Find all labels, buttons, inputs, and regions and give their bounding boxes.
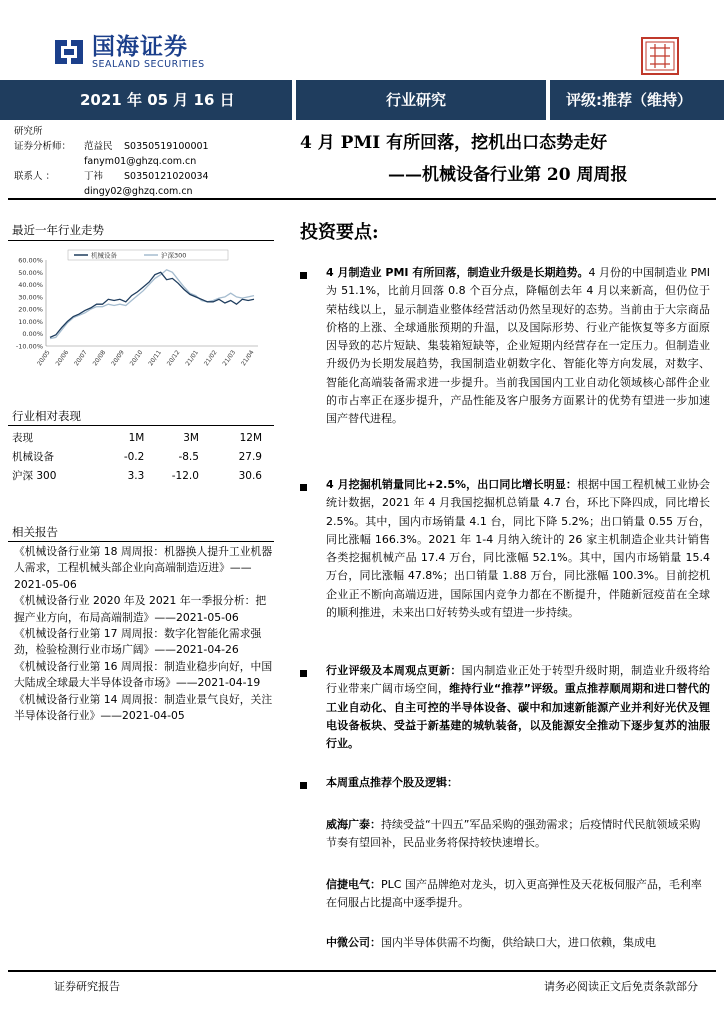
table-cell: 12M xyxy=(239,431,262,444)
pick-text: 国内半导体供需不均衡，供给缺口大，进口依赖，集成电 xyxy=(381,936,656,949)
pick-item xyxy=(326,934,710,952)
point-excavator-text: 根据中国工程机械工业协会统计数据，2021 年 4 月我国挖掘机总销量 4.7 台，环比下降四成，同比增长 2.5%。其中，国内市场销量 4.1 台，同比下降 5.2%；出口销量 0.55 万台，同比涨幅 166.3%。2021 年 1-4 月纳入统计的 26 家主机制造企业共计销售各类挖掘机械产品 17.4 万台，同比涨幅 52.1%。其中，国内市场销量 15.4 万台，同比涨幅 47.8%；出口销量 1.88 万台，同比涨幅 100.3%。目前挖机企业正不断向高端迈进，国际国内竞争力都在不断提升，伴随新冠疫苗在全球的顺利推进，未来出口好转势头或有望进一步持续。 xyxy=(326,478,711,620)
table-cell: 30.6 xyxy=(238,469,262,482)
point-rating xyxy=(326,662,710,753)
table-row xyxy=(12,428,262,447)
footer-right-text: 请务必阅读正文后免责条款部分 xyxy=(544,980,698,993)
table-cell: 表现 xyxy=(12,432,33,444)
footer-left-text: 证券研究报告 xyxy=(54,980,120,993)
header-band xyxy=(0,80,724,120)
table-cell: 27.9 xyxy=(238,450,262,463)
y-tick-label: 10.00% xyxy=(18,317,43,326)
pick-name: 威海广泰： xyxy=(326,818,381,831)
bullet-icon xyxy=(300,670,307,677)
bullet-icon xyxy=(300,782,307,789)
x-tick-label: 20/07 xyxy=(73,349,89,368)
perf-table xyxy=(12,428,262,485)
point-excavator-bold: 4 月挖掘机销量同比+2.5%，出口同比增长明显： xyxy=(326,478,578,491)
legend-label: 沪深300 xyxy=(161,251,187,260)
x-tick-label: 20/06 xyxy=(54,349,71,368)
x-tick-label: 20/09 xyxy=(110,349,126,368)
trend-divider xyxy=(8,240,274,241)
analyst-block xyxy=(14,124,209,199)
legend-label: 机械设备 xyxy=(91,251,117,260)
dept-label: 研究所 xyxy=(14,126,43,137)
point-pmi xyxy=(326,264,710,429)
pick-item xyxy=(326,876,710,913)
logo-cn-text: 国海证券 xyxy=(92,33,188,60)
point-rating-text: 国内制造业正处于转型升级时期，制造业升级将给行业带来广阔市场空间， xyxy=(326,664,711,696)
x-tick-label: 20/10 xyxy=(128,349,145,368)
table-cell: 3.3 xyxy=(127,469,145,482)
reports-divider xyxy=(8,541,274,542)
list-item[interactable]: 《机械设备行业第 14 周周报：制造业景气良好，关注半导体设备行业》——2021-04-05 xyxy=(14,692,273,723)
y-tick-label: 40.00% xyxy=(18,281,43,290)
y-tick-label: 20.00% xyxy=(18,305,43,314)
x-tick-label: 21/03 xyxy=(221,349,238,368)
perf-divider xyxy=(8,425,274,426)
series-line-沪深300 xyxy=(50,270,254,339)
title-divider xyxy=(8,198,716,200)
perf-title: 行业相对表现 xyxy=(12,409,81,423)
table-cell: 沪深 300 xyxy=(12,470,57,482)
report-date: 2021 年 05 月 16 日 xyxy=(80,91,235,109)
x-tick-label: 21/04 xyxy=(239,349,256,368)
table-cell: 3M xyxy=(183,431,199,444)
analyst-role-label: 证券分析师： xyxy=(14,141,72,152)
table-cell: -0.2 xyxy=(123,450,145,463)
table-cell: 机械设备 xyxy=(12,451,54,463)
logo-en-text: SEALAND SECURITIES xyxy=(92,58,205,70)
pick-item xyxy=(326,816,710,853)
footer-divider xyxy=(8,970,716,972)
contact-name: 丁祎 xyxy=(84,171,104,182)
list-item[interactable]: 《机械设备行业第 18 周周报：机器换人提升工业机器人需求，工程机械头部企业向高端制造迈进》——2021-05-06 xyxy=(14,545,273,591)
analyst-name: 范益民 xyxy=(84,141,113,152)
analyst-email[interactable]: fanym01@ghzq.com.cn xyxy=(84,156,197,167)
related-reports-list xyxy=(14,544,276,724)
contact-role-label: 联系人 ： xyxy=(14,171,56,182)
table-cell: 1M xyxy=(128,431,145,444)
bullet-icon xyxy=(300,272,307,279)
y-tick-label: -10.00% xyxy=(15,342,43,351)
pick-name: 中微公司： xyxy=(326,936,381,949)
pick-text: PLC 国产品牌绝对龙头，切入更高弹性及天花板伺服产品，毛利率在伺服占比提高中逐季提升。 xyxy=(326,878,702,910)
pick-name: 信捷电气： xyxy=(326,878,381,891)
point-excavator xyxy=(326,476,710,622)
point-pmi-bold: 4 月制造业 PMI 有所回落，制造业升级是长期趋势。 xyxy=(326,266,589,279)
y-tick-label: 0.00% xyxy=(22,330,43,339)
trend-chart xyxy=(8,246,270,376)
table-row xyxy=(12,447,262,466)
trend-title: 最近一年行业走势 xyxy=(12,223,104,237)
y-tick-label: 50.00% xyxy=(18,268,43,277)
x-tick-label: 21/02 xyxy=(202,349,219,368)
company-logo xyxy=(52,34,205,70)
table-cell: -12.0 xyxy=(171,469,199,482)
x-tick-label: 20/11 xyxy=(147,349,163,368)
analyst-cert: S0350519100001 xyxy=(124,141,209,152)
logo-mark-icon xyxy=(52,34,86,70)
table-row xyxy=(12,466,262,485)
y-tick-label: 60.00% xyxy=(18,256,43,265)
x-tick-label: 20/05 xyxy=(35,349,52,368)
rating-label: 评级:推荐（维持） xyxy=(566,91,692,109)
x-tick-label: 21/01 xyxy=(184,349,201,368)
contact-cert: S0350121020034 xyxy=(124,171,209,182)
bullet-icon xyxy=(300,484,307,491)
point-picks xyxy=(326,774,710,792)
investment-heading: 投资要点: xyxy=(300,222,379,243)
report-title: 4 月 PMI 有所回落，挖机出口态势走好 xyxy=(300,133,608,153)
point-picks-bold: 本周重点推荐个股及逻辑： xyxy=(326,776,458,789)
contact-email[interactable]: dingy02@ghzq.com.cn xyxy=(84,186,193,197)
report-subtitle: ——机械设备行业第 20 周周报 xyxy=(388,165,628,185)
x-tick-label: 20/12 xyxy=(165,349,182,368)
report-category: 行业研究 xyxy=(386,91,447,109)
list-item[interactable]: 《机械设备行业第 16 周周报：制造业稳步向好，中国大陆成全球最大半导体设备市场》——2021-04-19 xyxy=(14,659,273,690)
x-tick-label: 20/08 xyxy=(91,349,108,368)
pick-text: 持续受益“十四五”军品采购的强劲需求；后疫情时代民航领域采购节奏有望回补，民品业务将保持较快速增长。 xyxy=(326,818,701,850)
table-cell: -8.5 xyxy=(178,450,199,463)
list-item[interactable]: 《机械设备行业 2020 年及 2021 年一季报分析：把握产业方向，布局高端制造》——2021-05-06 xyxy=(14,594,267,624)
y-tick-label: 30.00% xyxy=(18,293,43,302)
reports-title: 相关报告 xyxy=(12,525,58,539)
list-item[interactable]: 《机械设备行业第 17 周周报：数字化智能化需求强劲，检验检测行业市场广阔》——2021-04-26 xyxy=(14,627,262,657)
point-rating-bold-a: 行业评级及本周观点更新： xyxy=(326,664,462,677)
point-pmi-text: 4 月份的中国制造业 PMI 为 51.1%，比前月回落 0.8 个百分点，降幅创去年 4 月以来新高，但仍位于荣枯线以上，显示制造业整体经营活动仍然呈现好的态势。当前由于大宗商品价格的上涨、全球通胀预期的升温，以及国际形势、行业产能恢复等多方面原因导致的芯片短缺、集装箱短缺等，企业短期内经营存在一定压力。但制造业升级仍为长期发展趋势，我国制造业朝数字化、智能化等方向发展，对数字、智能化高端装备需求进一步提升。当前我国国内工业自动化领域核心部件企业的市占率正在逐步提升，产品性能及客户服务方面累计的优势有望进一步加速国产替代进程。 xyxy=(326,266,710,426)
seal-stamp-icon xyxy=(640,36,680,76)
point-rating-bold-b: 维持行业“推荐”评级。重点推荐顺周期和进口替代的工业自动化、自主可控的半导体设备、碳中和加速新能源产业并利好光伏及锂电设备板块、受益于新基建的城轨装备，以及能源安全推动下逐步复苏的油服行业。 xyxy=(326,682,711,751)
